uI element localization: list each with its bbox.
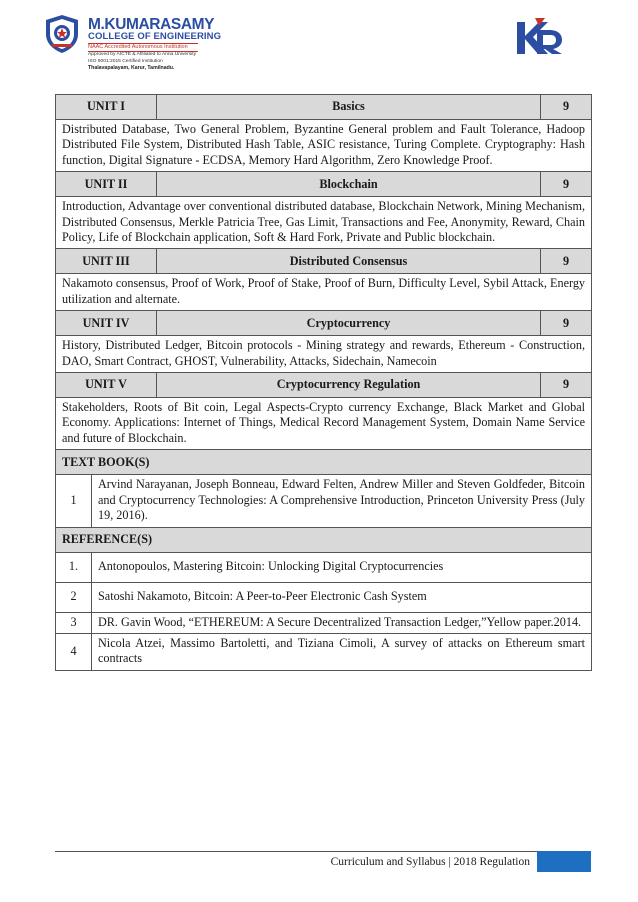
unit-code: UNIT II [56, 172, 157, 197]
kr-logo-icon [515, 16, 565, 56]
unit-code: UNIT V [56, 373, 157, 398]
unit-title: Basics [157, 95, 541, 120]
footer-accent-block [537, 851, 591, 872]
unit-hours: 9 [541, 311, 592, 336]
page-header [0, 0, 638, 80]
reference-row [56, 612, 592, 633]
textbook-row [56, 475, 592, 527]
references-header-row [56, 527, 592, 552]
reference-row [56, 582, 592, 612]
unit-content: Distributed Database, Two General Problem, Byzantine General problem and Fault Tolerance, Hadoop Distributed File System, Distributed Hash Table, ASIC resistance, Turing Complete. Cryptography: Hash function, Digital Signature - ECDSA, Memory Hard Algorithm, Zero Knowledge Proof. [56, 120, 592, 172]
unit-title: Distributed Consensus [157, 249, 541, 274]
unit-header-row [56, 311, 592, 336]
college-crest-icon [44, 14, 80, 54]
textbooks-heading: TEXT BOOK(S) [56, 450, 592, 475]
reference-row [56, 552, 592, 582]
unit-content-row [56, 398, 592, 450]
references-heading: REFERENCE(S) [56, 527, 592, 552]
reference-number: 3 [56, 612, 92, 633]
footer-divider [55, 851, 591, 852]
unit-code: UNIT III [56, 249, 157, 274]
unit-hours: 9 [541, 373, 592, 398]
college-subtitle: COLLEGE OF ENGINEERING [88, 31, 222, 42]
unit-hours: 9 [541, 95, 592, 120]
unit-header-row [56, 95, 592, 120]
unit-hours: 9 [541, 249, 592, 274]
approval-line: Approved by AICTE & Affiliated to Anna University [88, 52, 197, 57]
location-line: Thalavapalayam, Karur, Tamilnadu. [88, 65, 175, 71]
unit-code: UNIT I [56, 95, 157, 120]
unit-title: Cryptocurrency Regulation [157, 373, 541, 398]
unit-hours: 9 [541, 172, 592, 197]
textbooks-header-row [56, 450, 592, 475]
textbook-number: 1 [56, 475, 92, 527]
unit-content-row [56, 274, 592, 311]
unit-content: Stakeholders, Roots of Bit coin, Legal Aspects-Crypto currency Exchange, Black Market and Global Economy. Applications: Internet of Things, Medical Record Management System, Domain Name Service and future of Blockchain. [56, 398, 592, 450]
unit-header-row [56, 373, 592, 398]
unit-content-row [56, 336, 592, 373]
reference-number: 1. [56, 552, 92, 582]
unit-title: Cryptocurrency [157, 311, 541, 336]
iso-line: ISO 9001:2015 Certified Institution [88, 58, 163, 64]
reference-row [56, 633, 592, 670]
unit-content-row [56, 120, 592, 172]
unit-content: Introduction, Advantage over conventional distributed database, Blockchain Network, Mining Mechanism, Distributed Consensus, Merkle Patricia Tree, Gas Limit, Transactions and Fee, Anonymity, Reward, Chain Policy, Life of Blockchain application, Soft & Hard Fork, Private and Public blockchain. [56, 197, 592, 249]
reference-text: Antonopoulos, Mastering Bitcoin: Unlocking Digital Cryptocurrencies [92, 552, 592, 582]
reference-number: 4 [56, 633, 92, 670]
unit-code: UNIT IV [56, 311, 157, 336]
reference-number: 2 [56, 582, 92, 612]
unit-content-row [56, 197, 592, 249]
unit-content: Nakamoto consensus, Proof of Work, Proof of Stake, Proof of Burn, Difficulty Level, Sybil Attack, Energy utilization and alternate. [56, 274, 592, 311]
unit-header-row [56, 172, 592, 197]
college-identity [88, 17, 221, 72]
unit-title: Blockchain [157, 172, 541, 197]
reference-text: DR. Gavin Wood, “ETHEREUM: A Secure Decentralized Transaction Ledger,”Yellow paper.2014. [92, 612, 592, 633]
unit-content: History, Distributed Ledger, Bitcoin protocols - Mining strategy and rewards, Ethereum - Construction, DAO, Smart Contract, GHOST, Vulnerability, Attacks, Sidechain, Namecoin [56, 336, 592, 373]
textbook-text: Arvind Narayanan, Joseph Bonneau, Edward Felten, Andrew Miller and Steven Goldfeder, Bitcoin and Cryptocurrency Technologies: A Comprehensive Introduction, Princeton University Press (July 19, 2016). [92, 475, 592, 527]
naac-accreditation: NAAC Accredited Autonomous Institution [88, 43, 198, 52]
unit-header-row [56, 249, 592, 274]
college-name: M.KUMARASAMY [88, 16, 215, 33]
reference-text: Satoshi Nakamoto, Bitcoin: A Peer-to-Peer Electronic Cash System [92, 582, 592, 612]
syllabus-table [55, 94, 592, 671]
footer-text: Curriculum and Syllabus | 2018 Regulation [330, 856, 530, 868]
reference-text: Nicola Atzei, Massimo Bartoletti, and Tiziana Cimoli, A survey of attacks on Ethereum smart contracts [92, 633, 592, 670]
